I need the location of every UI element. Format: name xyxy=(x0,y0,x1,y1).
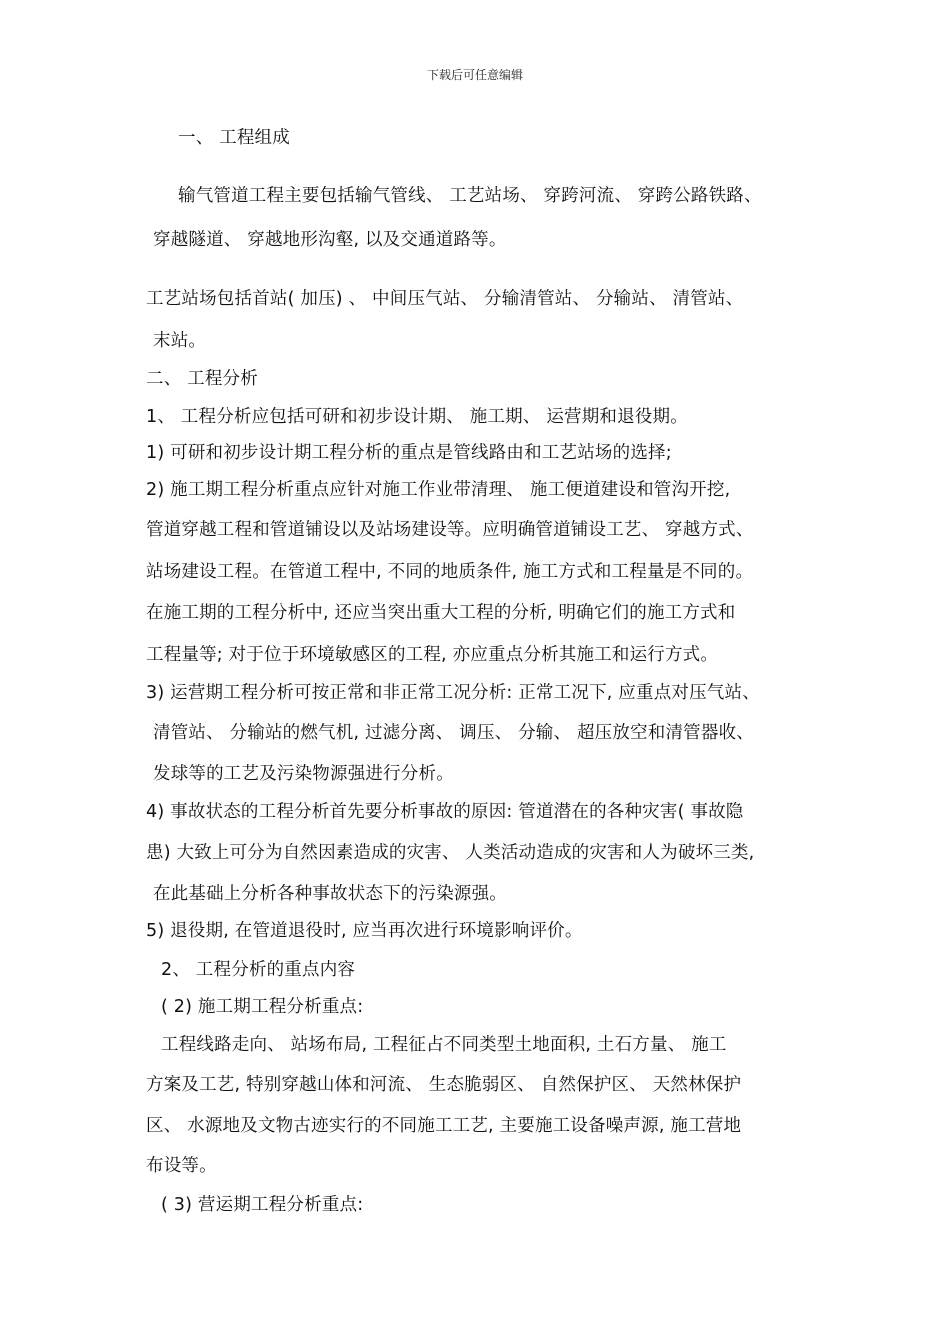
paragraph-line: 末站。 xyxy=(153,331,207,351)
paragraph-line: 在施工期的工程分析中, 还应当突出重大工程的分析, 明确它们的施工方式和 xyxy=(146,603,736,623)
paragraph-line: 4) 事故状态的工程分析首先要分析事故的原因: 管道潜在的各种灾害( 事故隐 xyxy=(146,802,744,822)
section-heading: 二、 工程分析 xyxy=(146,369,258,389)
paragraph-line: 1) 可研和初步设计期工程分析的重点是管线路由和工艺站场的选择; xyxy=(146,443,672,463)
paragraph-line: 方案及工艺, 特别穿越山体和河流、 生态脆弱区、 自然保护区、 天然林保护 xyxy=(146,1075,742,1095)
paragraph-line: 工程量等; 对于位于环境敏感区的工程, 亦应重点分析其施工和运行方式。 xyxy=(146,645,719,665)
paragraph-line: 1、 工程分析应包括可研和初步设计期、 施工期、 运营期和退役期。 xyxy=(146,407,688,427)
paragraph-line: 清管站、 分输站的燃气机, 过滤分离、 调压、 分输、 超压放空和清管器收、 xyxy=(153,723,754,743)
paragraph-line: 工艺站场包括首站( 加压) 、 中间压气站、 分输清管站、 分输站、 清管站、 xyxy=(146,289,744,309)
paragraph-line: 输气管道工程主要包括输气管线、 工艺站场、 穿跨河流、 穿跨公路铁路、 xyxy=(178,186,762,206)
section-heading: 一、 工程组成 xyxy=(178,128,290,148)
paragraph-line: 管道穿越工程和管道铺设以及站场建设等。应明确管道铺设工艺、 穿越方式、 xyxy=(146,520,754,540)
paragraph-line: 患) 大致上可分为自然因素造成的灾害、 人类活动造成的灾害和人为破坏三类, xyxy=(146,843,755,863)
subsection-heading: ( 3) 营运期工程分析重点: xyxy=(161,1195,364,1215)
subsection-heading: ( 2) 施工期工程分析重点: xyxy=(161,997,364,1017)
page-header: 下载后可任意编辑 xyxy=(426,68,523,82)
paragraph-line: 区、 水源地及文物古迹实行的不同施工工艺, 主要施工设备噪声源, 施工营地 xyxy=(146,1116,742,1136)
paragraph-line: 站场建设工程。在管道工程中, 不同的地质条件, 施工方式和工程量是不同的。 xyxy=(146,562,754,582)
section-heading: 2、 工程分析的重点内容 xyxy=(161,960,356,980)
paragraph-line: 3) 运营期工程分析可按正常和非正常工况分析: 正常工况下, 应重点对压气站、 xyxy=(146,683,760,703)
paragraph-line: 布设等。 xyxy=(146,1156,217,1176)
paragraph-line: 5) 退役期, 在管道退役时, 应当再次进行环境影响评价。 xyxy=(146,921,583,941)
paragraph-line: 工程线路走向、 站场布局, 工程征占不同类型土地面积, 土石方量、 施工 xyxy=(161,1035,727,1055)
paragraph-line: 在此基础上分析各种事故状态下的污染源强。 xyxy=(153,884,507,904)
paragraph-line: 发球等的工艺及污染物源强进行分析。 xyxy=(153,764,454,784)
paragraph-line: 2) 施工期工程分析重点应针对施工作业带清理、 施工便道建设和管沟开挖, xyxy=(146,480,731,500)
paragraph-line: 穿越隧道、 穿越地形沟壑, 以及交通道路等。 xyxy=(153,230,507,250)
